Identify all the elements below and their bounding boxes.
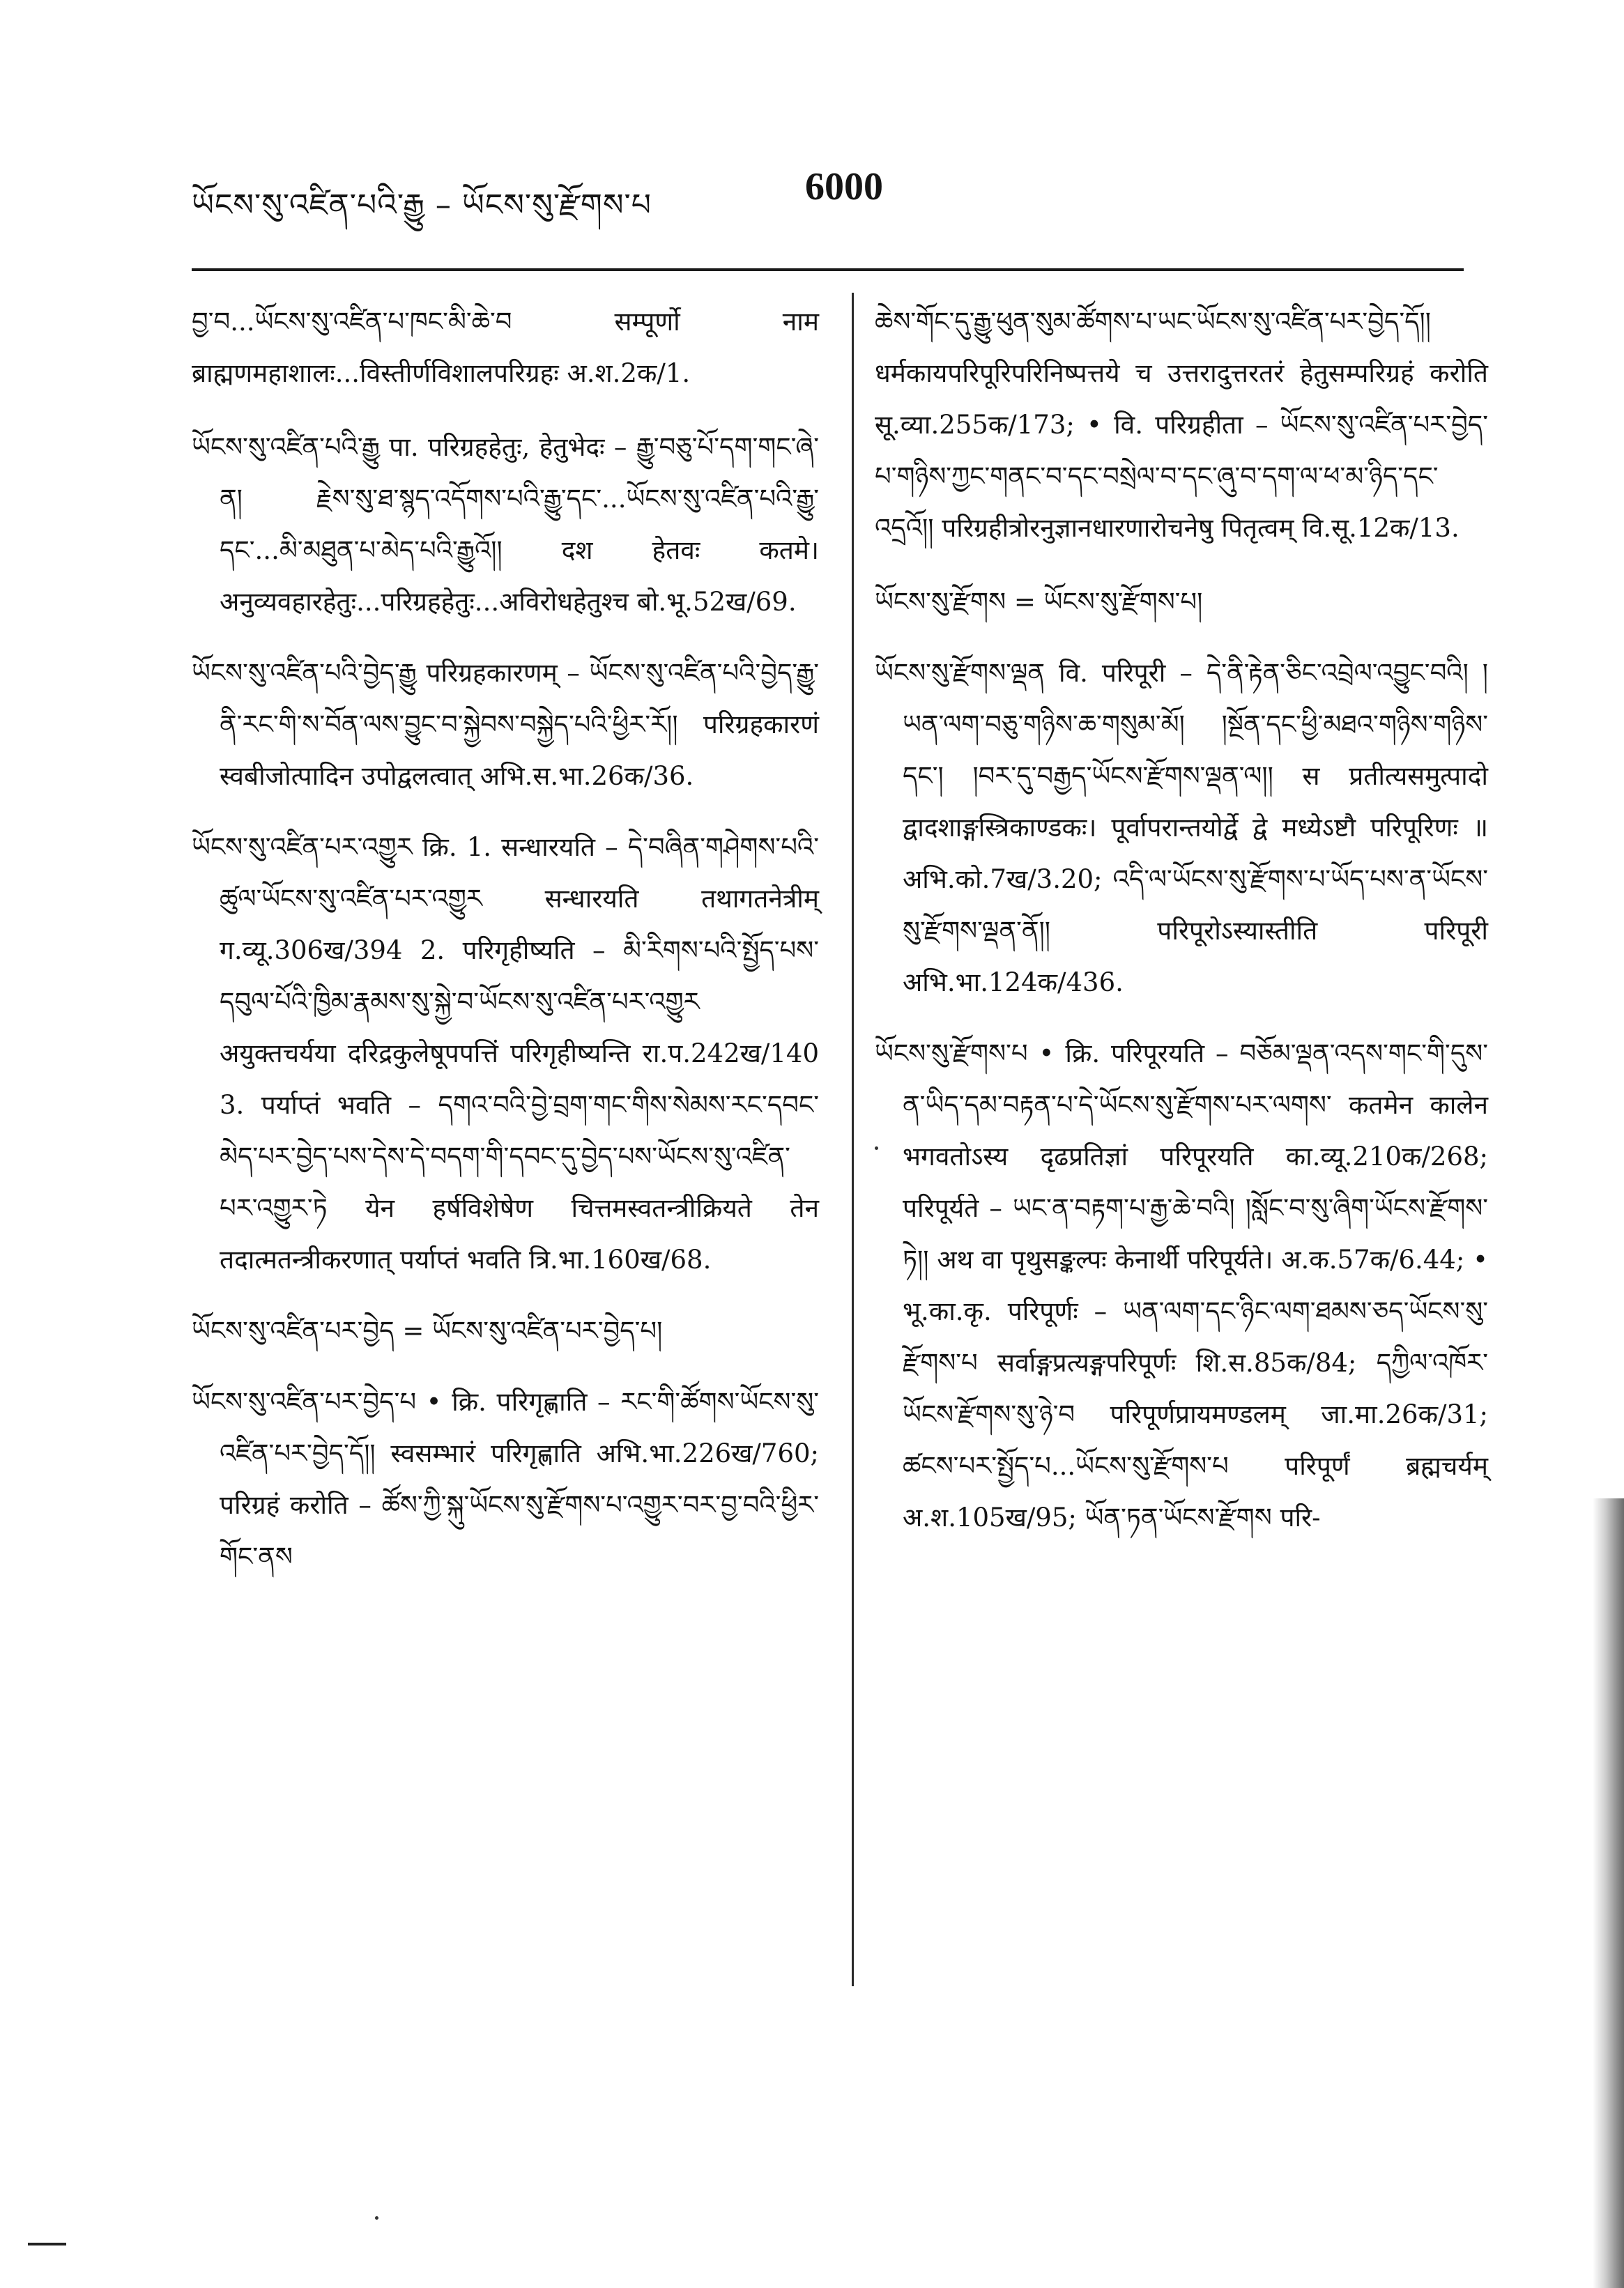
scan-speck [375,2216,378,2220]
cross-reference-entry: ཡོངས་སུ་རྫོགས = ཡོངས་སུ་རྫོགས་པ། [875,587,1203,617]
page-number: 6000 [805,165,883,208]
scan-edge-shadow [1593,1498,1624,2288]
dictionary-entry: ཡོངས་སུ་རྫོགས་པ • क्रि. परिपूरयति – བཅོམ་ལྡན་འདས་གང་གི་དུས་ན་ཡིད་དམ་བརྟན་པ་དེ་ཡོངས་སུ་རྫོགས་པར་ལགས་ कतमेन कालेन भगवतोऽस्य दृढप्रतिज्ञां परिपूरयति का.व्यू.210क/268; परिपूर्यते – ཡང་ན་བརྟག་པ་རྒྱ་ཆེ་བའི། །སློང་བ་སུ་ཞིག་ཡོངས་རྫོགས་ཏེ།། अथ वा पृथुसङ्कल्पः केनार्थी परिपूर्यते। अ.क.57क/6.44; • भू.का.कृ. परिपूर्णः – ཡན་ལག་དང་ཉིང་ལག་ཐམས་ཅད་ཡོངས་སུ་རྫོགས་པ सर्वाङ्गप्रत्यङ्गपरिपूर्णः शि.स.85क/84; དཀྱིལ་འཁོར་ཡོངས་རྫོགས་སུ་ཉེ་བ परिपूर्णप्रायमण्डलम् जा.मा.26क/31; ཚངས་པར་སྤྱོད་པ...ཡོངས་སུ་རྫོགས་པ परिपूर्णं ब्रह्मचर्यम् अ.श.105ख/95; ཡོན་ཏན་ཡོངས་རྫོགས परि- [875,1038,1488,1533]
entry-continuation: བྱ་བ...ཡོངས་སུ་འཛིན་པ་ཁང་མི་ཆེ་བ सम्पूर्णो नाम ब्राह्मणमहाशालः...विस्तीर्णविशालपरिग्रहः अ.श.2क/1. [192,307,819,388]
right-column [875,296,1488,1563]
entry-continuation: ཆེས་གོང་དུ་རྒྱུ་ཕུན་སུམ་ཚོགས་པ་ཡང་ཡོངས་སུ་འཛིན་པར་བྱེད་དོ།། धर्मकायपरिपूरिपरिनिष्पत्तये च उत्तरादुत्तरतरं हेतुसम्परिग्रहं करोति सू.व्या.255क/173; • वि. परिग्रहीता – ཡོངས་སུ་འཛིན་པར་བྱེད་པ་གཉིས་ཀྱང་གནང་བ་དང་བསྲེལ་བ་དང་ཞུ་བ་དག་ལ་ཕ་མ་ཉིད་དང་འདྲའོ།། परिग्रहीत्रोरनुज्ञानधारणारोचनेषु पितृत्वम् वि.सू.12क/13. [875,307,1488,543]
dictionary-entry: ཡོངས་སུ་འཛིན་པའི་རྒྱུ पा. परिग्रहहेतुः, हेतुभेदः – རྒྱུ་བཅུ་པོ་དག་གང་ཞེ་ན། རྗེས་སུ་ཐ་སྙད་འདོགས་པའི་རྒྱུ་དང་...ཡོངས་སུ་འཛིན་པའི་རྒྱུ་དང་...མི་མཐུན་པ་མེད་པའི་རྒྱུའོ།། दश हेतवः कतमे। अनुव्यवहारहेतुः...परिग्रहहेतुः...अविरोधहेतुश्च बो.भू.52ख/69. [192,432,819,617]
running-head: ཡོངས་སུ་འཛིན་པའི་རྒྱུ – ཡོངས་སུ་རྫོགས་པ [192,187,652,223]
cross-reference-entry: ཡོངས་སུ་འཛིན་པར་བྱེད = ཡོངས་སུ་འཛིན་པར་བྱེད་པ། [192,1316,663,1346]
dictionary-entry: ཡོངས་སུ་འཛིན་པར་འགྱུར क्रि. 1. सन्धारयति – དེ་བཞིན་གཤེགས་པའི་ཚུལ་ཡོངས་སུ་འཛིན་པར་འགྱུར सन्धारयति तथागतनेत्रीम् ग.व्यू.306ख/394 2. परिगृहीष्यति – མི་རིགས་པའི་སྤྱོད་པས་དབུལ་པོའི་ཁྱིམ་རྣམས་སུ་སྐྱེ་བ་ཡོངས་སུ་འཛིན་པར་འགྱུར अयुक्तचर्यया दरिद्रकुलेषूपपत्तिं परिगृहीष्यन्ति रा.प.242ख/140 3. पर्याप्तं भवति – དགའ་བའི་བྱེ་བྲག་གང་གིས་སེམས་རང་དབང་མེད་པར་བྱེད་པས་དེས་དེ་བདག་གི་དབང་དུ་བྱེད་པས་ཡོངས་སུ་འཛིན་པར་འགྱུར་ཏེ येन हर्षविशेषेण चित्तमस्वतन्त्रीक्रियते तेन तदात्मतन्त्रीकरणात् पर्याप्तं भवति त्रि.भा.160ख/68. [192,832,819,1275]
scan-artifact-mark [28,2243,66,2245]
dictionary-entry: ཡོངས་སུ་འཛིན་པའི་བྱེད་རྒྱུ परिग्रहकारणम् – ཡོངས་སུ་འཛིན་པའི་བྱེད་རྒྱུ་ནི་རང་གི་ས་བོན་ལས་བྱུང་བ་སྐྱེབས་བསྐྱེད་པའི་ཕྱིར་རོ།། परिग्रहकारणं स्वबीजोत्पादिन उपोद्वलत्वात् अभि.स.भा.26क/36. [192,658,819,791]
scan-speck [875,1146,878,1150]
left-column [192,296,819,1602]
dictionary-entry: ཡོངས་སུ་འཛིན་པར་བྱེད་པ • क्रि. परिगृह्णाति – རང་གི་ཚོགས་ཡོངས་སུ་འཛིན་པར་བྱེད་དོ།། स्वसम्भारं परिगृह्णाति अभि.भा.226ख/760; परिग्रहं करोति – ཚོས་ཀྱི་སྐུ་ཡོངས་སུ་རྫོགས་པ་འགྱུར་བར་བྱ་བའི་ཕྱིར་གོང་ནས [192,1387,819,1572]
dictionary-entry: ཡོངས་སུ་རྫོགས་ལྡན वि. परिपूरी – དེ་ནི་རྟེན་ཅིང་འབྲེལ་འབྱུང་བའི། །ཡན་ལག་བཅུ་གཉིས་ཆ་གསུམ་མོ། །སྔོན་དང་ཕྱི་མཐའ་གཉིས་གཉིས་དང་། །བར་དུ་བརྒྱད་ཡོངས་རྫོགས་ལྡན་ལ།། स प्रतीत्यसमुत्पादो द्वादशाङ्गस्त्रिकाण्डकः। पूर्वापरान्तयोर्द्वे द्वे मध्येऽष्टौ परिपूरिणः ॥ अभि.को.7ख/3.20; འདི་ལ་ཡོངས་སུ་རྫོགས་པ་ཡོད་པས་ན་ཡོངས་སུ་རྫོགས་ལྡན་ནོ།། परिपूरोऽस्यास्तीति परिपूरी अभि.भा.124क/436. [875,658,1488,997]
column-divider [852,293,854,1986]
header-rule [192,268,1464,271]
